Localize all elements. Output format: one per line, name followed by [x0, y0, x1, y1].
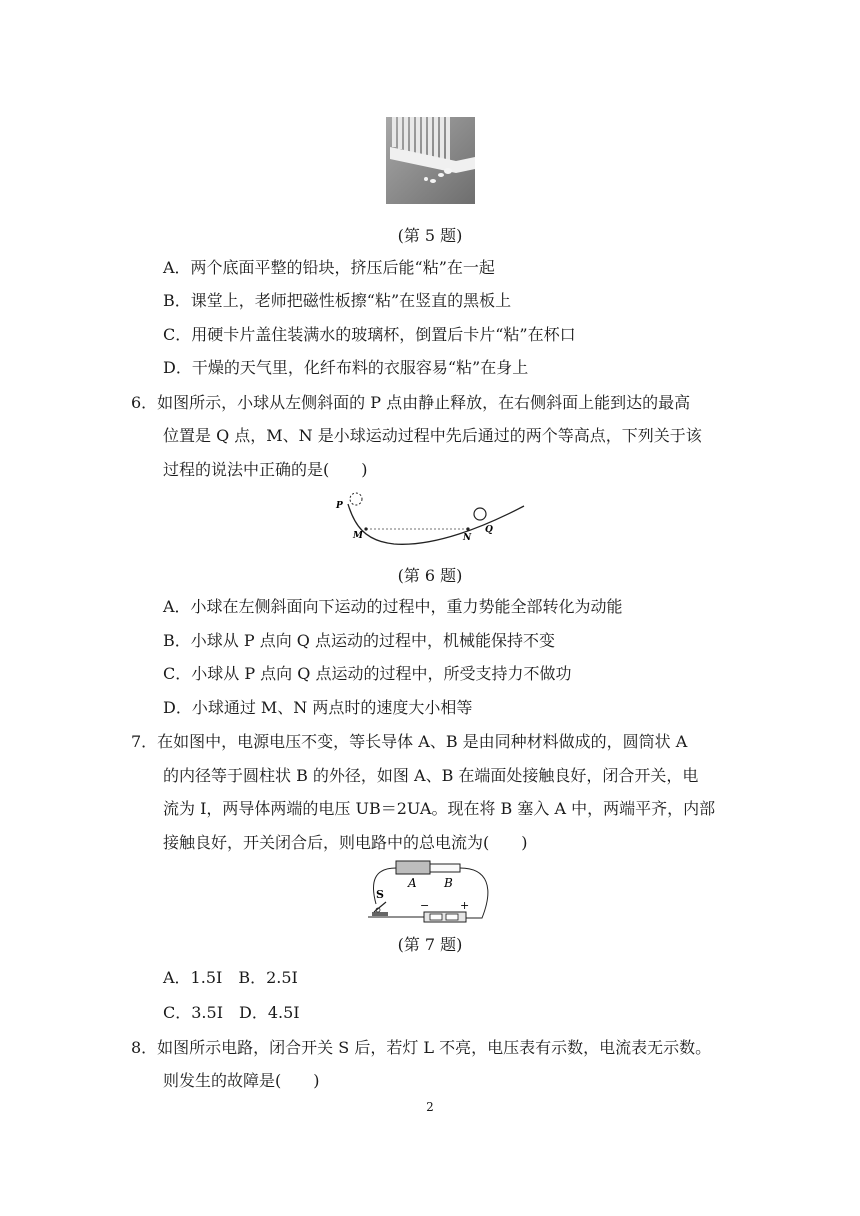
figure-7-caption: (第 7 题) — [397, 935, 463, 954]
label-minus: − — [420, 899, 430, 912]
label-s: S — [376, 888, 384, 901]
q5-option-c: C．用硬卡片盖住装满水的玻璃杯，倒置后卡片“粘”在杯口 — [163, 325, 576, 344]
figure-5-caption: (第 5 题) — [397, 226, 463, 245]
q5-option-a: A．两个底面平整的铅块，挤压后能“粘”在一起 — [163, 258, 495, 277]
comb-photo — [386, 117, 475, 204]
q6-option-d: D．小球通过 M、N 两点时的速度大小相等 — [163, 698, 473, 717]
label-p: P — [336, 501, 343, 511]
label-a: A — [408, 876, 417, 890]
label-b: B — [444, 876, 453, 890]
q6-option-a: A．小球在左侧斜面向下运动的过程中，重力势能全部转化为动能 — [163, 597, 623, 616]
q5-option-d: D．干燥的天气里，化纤布料的衣服容易“粘”在身上 — [163, 358, 529, 377]
page-number: 2 — [426, 1100, 434, 1114]
q6-option-c: C．小球从 P 点向 Q 点运动的过程中，所受支持力不做功 — [163, 664, 572, 683]
label-q: Q — [485, 525, 493, 535]
label-m: M — [353, 531, 363, 541]
figure-7-circuit — [364, 858, 494, 926]
figure-6-caption: (第 6 题) — [397, 566, 463, 585]
q5-option-b: B．课堂上，老师把磁性板擦“粘”在竖直的黑板上 — [163, 291, 512, 310]
q7-options-row-1: A．1.5I B．2.5I — [163, 968, 298, 987]
q7-options-row-2: C．3.5I D．4.5I — [163, 1003, 300, 1022]
q6-stem-line-2: 位置是 Q 点，M、N 是小球运动过程中先后通过的两个等高点，下列关于该 — [163, 426, 702, 445]
q6-option-b: B．小球从 P 点向 Q 点运动的过程中，机械能保持不变 — [163, 631, 555, 650]
q8-stem-line-2: 则发生的故障是( ) — [163, 1071, 320, 1090]
q7-stem-line-2: 的内径等于圆柱状 B 的外径，如图 A、B 在端面处接触良好，闭合开关，电 — [163, 766, 699, 785]
figure-6-diagram — [334, 489, 526, 551]
q6-stem-line-1: 6．如图所示，小球从左侧斜面的 P 点由静止释放，在右侧斜面上能到达的最高 — [131, 393, 691, 412]
q7-stem-line-3: 流为 I，两导体两端的电压 UB＝2UA。现在将 B 塞入 A 中，两端平齐，内部 — [163, 799, 716, 818]
label-n: N — [463, 533, 472, 543]
label-plus: + — [460, 899, 470, 912]
q7-stem-line-1: 7．在如图中，电源电压不变，等长导体 A、B 是由同种材料做成的，圆筒状 A — [131, 732, 688, 751]
q6-stem-line-3: 过程的说法中正确的是( ) — [163, 460, 368, 479]
q8-stem-line-1: 8．如图所示电路，闭合开关 S 后，若灯 L 不亮，电压表有示数，电流表无示数。 — [131, 1038, 712, 1057]
q7-stem-line-4: 接触良好，开关闭合后，则电路中的总电流为( ) — [163, 833, 528, 852]
